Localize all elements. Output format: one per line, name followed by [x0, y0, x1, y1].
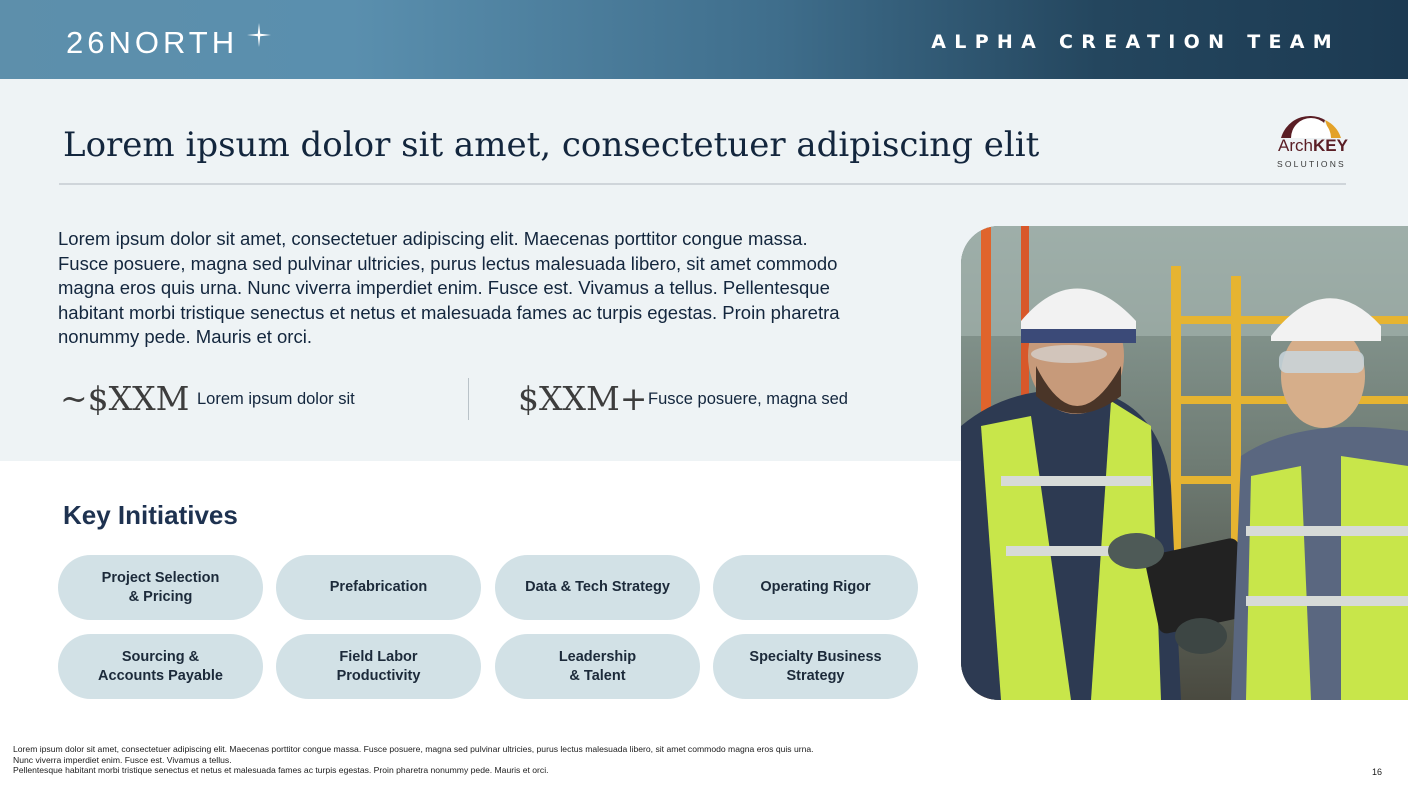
metric-label-1: Lorem ipsum dolor sit [197, 390, 355, 408]
workers-photo [961, 226, 1408, 700]
footnote-line-2: Nunc viverra imperdiet enim. Fusce est. Vivamus a tellus. [13, 754, 232, 765]
initiative-pill-leadership: Leadership & Talent [495, 634, 700, 699]
metric-divider [468, 378, 469, 420]
brand-name-bold: KEY [1312, 136, 1348, 155]
key-initiatives-title: Key Initiatives [63, 500, 238, 530]
page-number: 16 [1372, 767, 1383, 777]
footnote-line-3: Pellentesque habitant morbi tristique senectus et netus et malesuada fames ac turpis egestas. Proin pharetra nonummy pede. Mauris et orci. [13, 765, 549, 776]
intro-paragraph: Lorem ipsum dolor sit amet, consectetuer adipiscing elit. Maecenas porttitor congue massa. Fusce posuere, magna sed pulvinar ultricies, purus lectus malesuada libero, sit amet commodo magna eros quis urna. Nunc viverra imperdiet enim. Fusce est. Vivamus a tellus. Pellentesque habitant morbi tristique senectus et netus et malesuada fames ac turpis egestas. Proin pharetra nonummy pede. Mauris et orci. [58, 228, 840, 347]
archkey-brand-logo [1272, 114, 1350, 172]
initiative-pill-sourcing: Sourcing & Accounts Payable [58, 634, 263, 699]
footnote-line-1: Lorem ipsum dolor sit amet, consectetuer adipiscing elit. Maecenas porttitor congue massa. Fusce posuere, magna sed pulvinar ultricies, purus lectus malesuada libero, sit amet commodo magna eros quis urna. [13, 744, 814, 754]
initiative-pill-prefabrication: Prefabrication [276, 555, 481, 620]
initiative-pill-project-selection: Project Selection & Pricing [58, 555, 263, 620]
metric-value-1: ~$XXM [60, 379, 190, 418]
initiative-pill-field-labor: Field Labor Productivity [276, 634, 481, 699]
brand-subtitle: SOLUTIONS [1277, 159, 1346, 169]
brand-name [1278, 136, 1348, 156]
metric-label-2: Fusce posuere, magna sed [648, 390, 848, 408]
initiative-pill-data-tech: Data & Tech Strategy [495, 555, 700, 620]
initiative-pill-specialty-business: Specialty Business Strategy [713, 634, 918, 699]
slide-title: Lorem ipsum dolor sit amet, consectetuer adipiscing elit [63, 125, 1040, 165]
initiative-pill-operating-rigor: Operating Rigor [713, 555, 918, 620]
arch-key-logo-icon [1277, 114, 1345, 138]
metric-value-2: $XXM+ [518, 379, 648, 418]
footnote [13, 744, 1313, 776]
header-banner [0, 0, 1408, 79]
company-logo-text: 26NORTH [66, 25, 239, 60]
initiatives-grid [58, 555, 918, 699]
workers-photo-illustration [961, 226, 1408, 700]
brand-name-regular: Arch [1278, 136, 1313, 155]
sparkle-star-icon [247, 23, 271, 47]
title-divider [59, 183, 1346, 185]
team-label: ALPHA CREATION TEAM [931, 31, 1340, 53]
